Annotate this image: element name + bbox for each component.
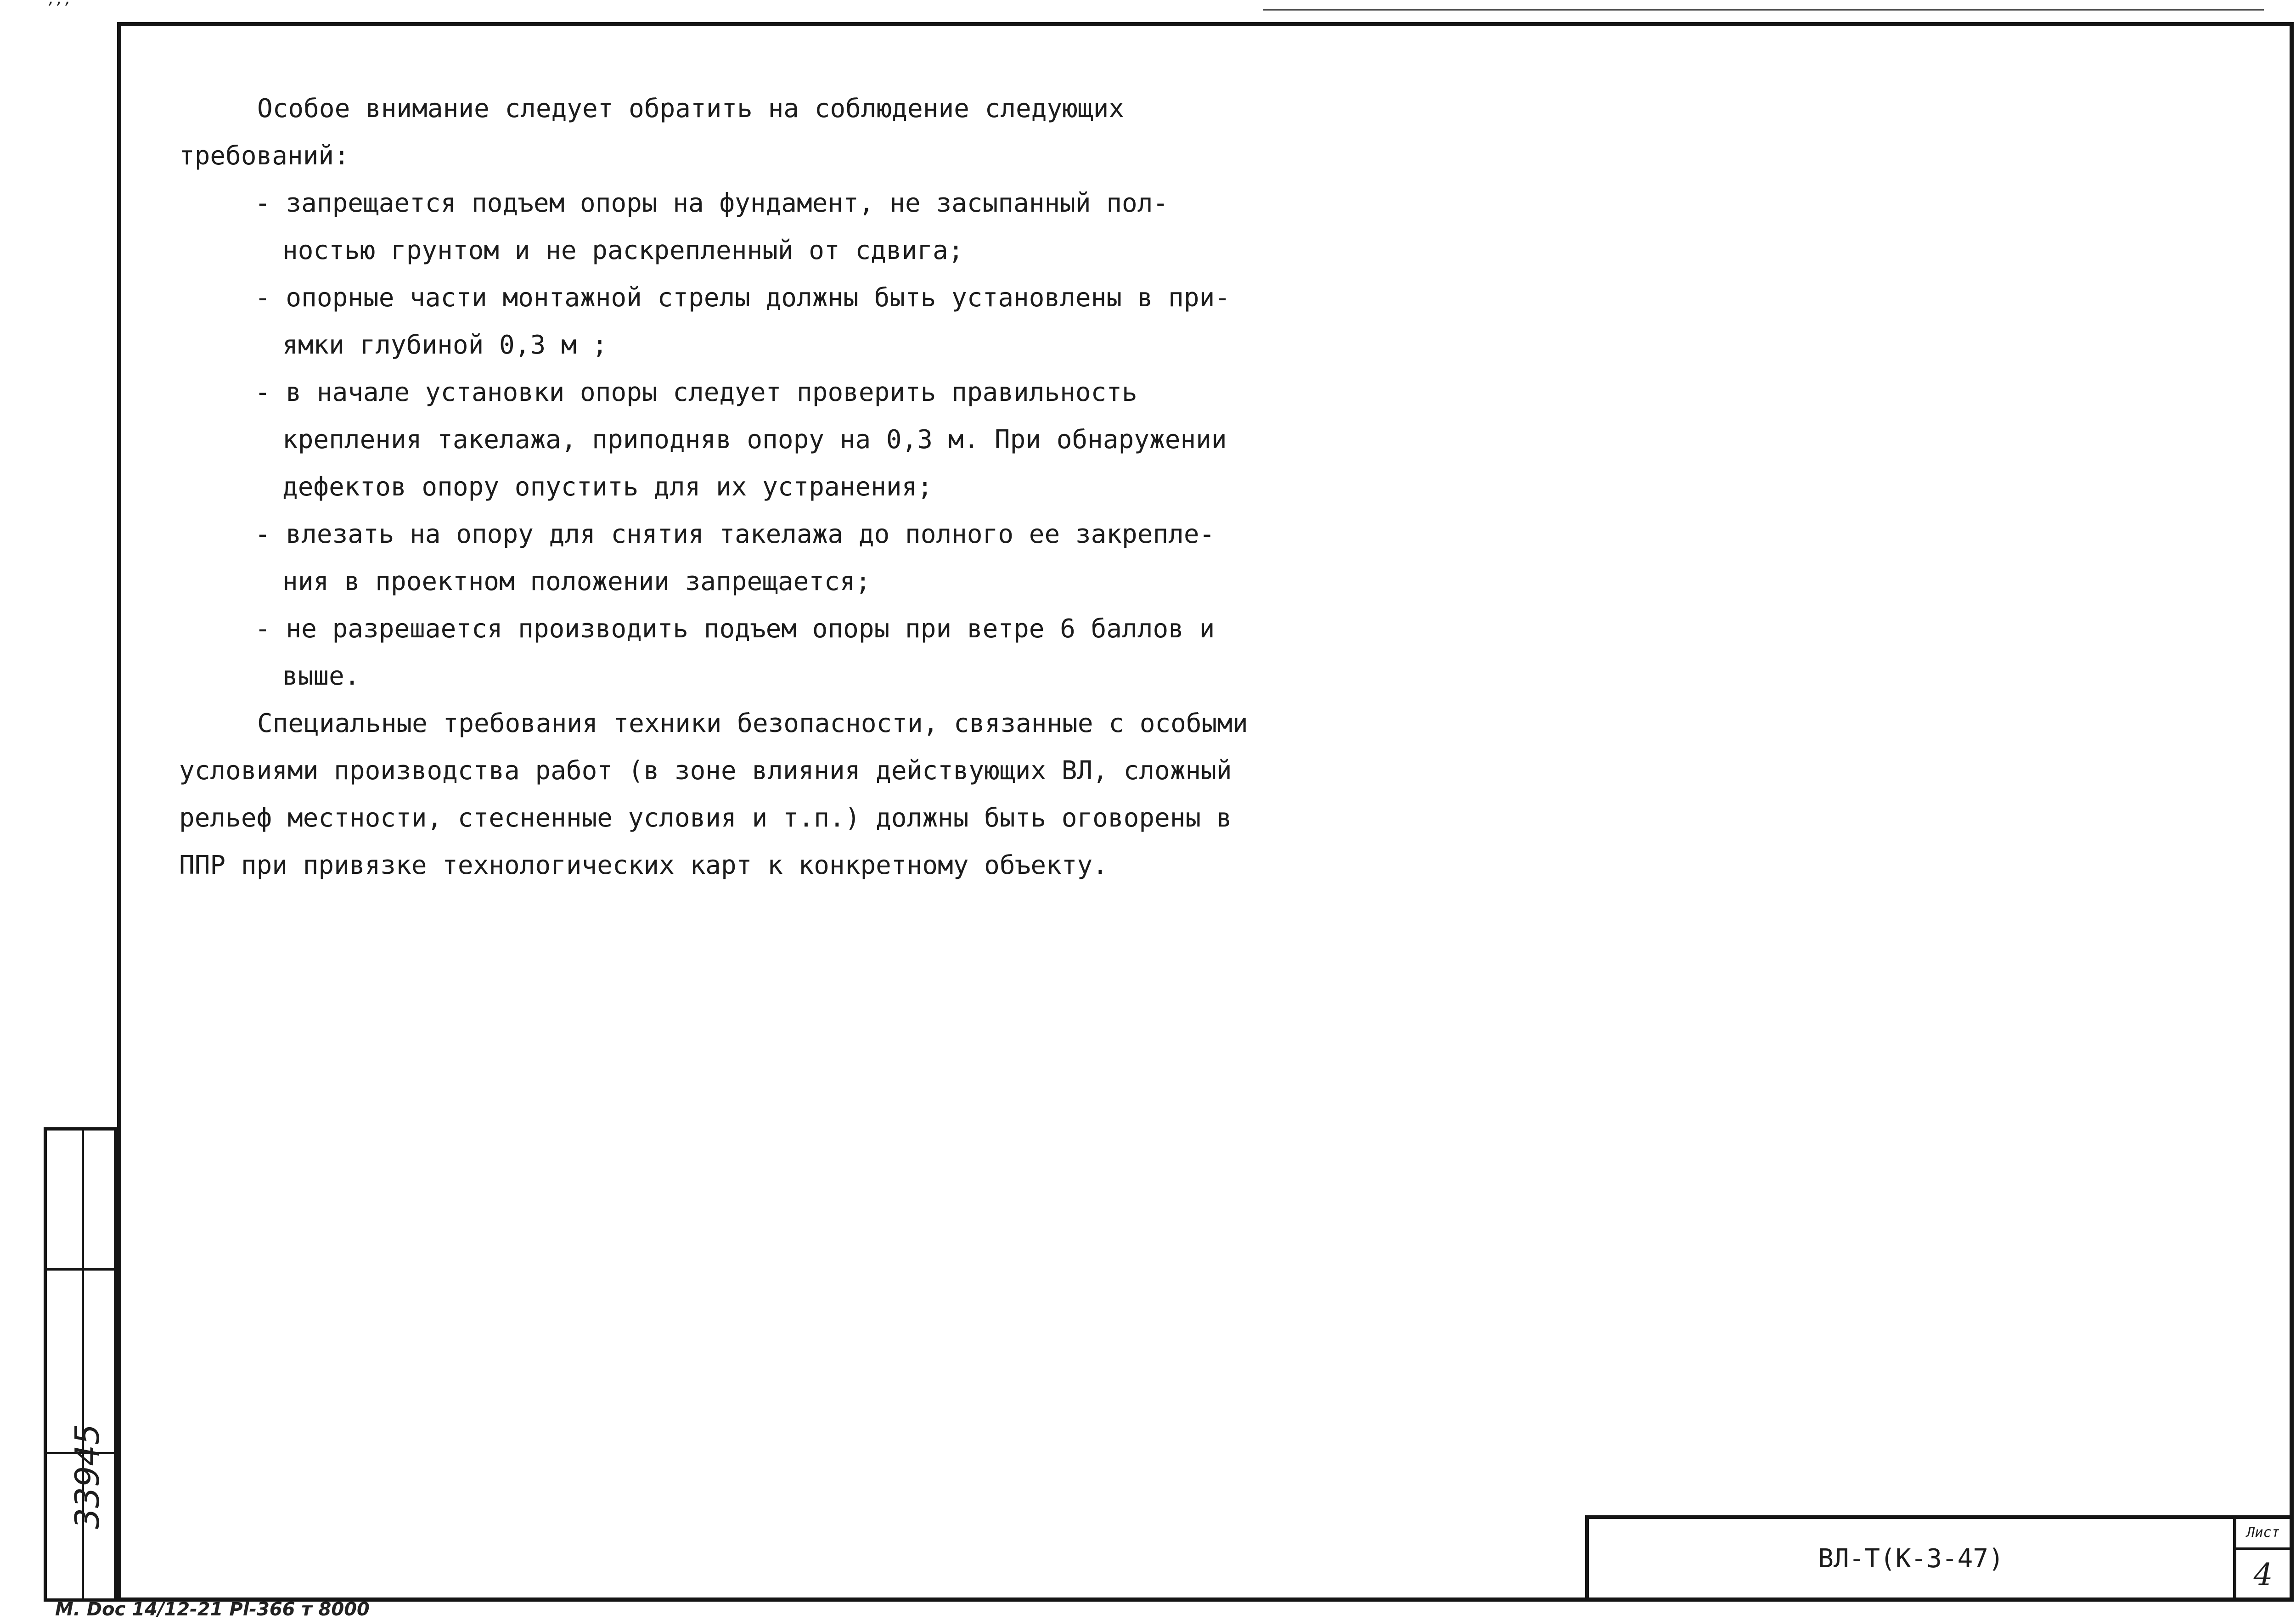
closing-paragraph-line: условиями производства работ (в зоне влияния действующих ВЛ, сложный [179, 756, 1232, 786]
list-item-continuation: ностью грунтом и не раскрепленный от сдвига; [282, 236, 964, 265]
document-code: ВЛ-Т(К-3-47) [1818, 1543, 2004, 1574]
list-item: - опорные части монтажной стрелы должны быть установлены в при- [255, 283, 1231, 313]
sheet-label: Лист [2236, 1519, 2290, 1550]
list-item: - запрещается подъем опоры на фундамент, не засыпанный пол- [255, 188, 1169, 218]
registration-stamp [44, 1127, 117, 1602]
footer-imprint: М. Doc 14/12-21 Pl-366 т 8000 [55, 1599, 370, 1620]
inventory-number: 33945 [68, 1423, 107, 1529]
list-item-continuation: дефектов опору опустить для их устранения; [282, 472, 933, 502]
list-item-continuation: ямки глубиной 0,3 м ; [282, 330, 608, 360]
top-edge-line [1263, 9, 2264, 11]
list-item: - влезать на опору для снятия такелажа до полного ее закрепле- [255, 519, 1215, 549]
intro-line: Особое внимание следует обратить на соблюдение следующих [257, 94, 1125, 124]
sheet-cell [2233, 1519, 2290, 1598]
list-item-continuation: ния в проектном положении запрещается; [282, 567, 871, 596]
closing-paragraph-line: Специальные требования техники безопасности, связанные с особыми [257, 709, 1248, 738]
document-body [179, 85, 1248, 889]
list-item-continuation: крепления такелажа, приподняв опору на 0,3 м. При обнаружении [282, 425, 1227, 455]
list-item-continuation: выше. [282, 661, 360, 691]
sheet-number: 4 [2253, 1557, 2273, 1592]
list-item: - в начале установки опоры следует проверить правильность [255, 377, 1137, 407]
closing-paragraph-line: ППР при привязке технологических карт к конкретному объекту. [179, 850, 1108, 880]
list-item: - не разрешается производить подъем опоры при ветре 6 баллов и [255, 614, 1215, 644]
corner-mark: ʼʼʼ [46, 0, 71, 16]
title-block [1585, 1515, 2294, 1602]
stamp-row-divider [47, 1268, 114, 1271]
closing-paragraph-line: рельеф местности, стесненные условия и т.п.) должны быть оговорены в [179, 803, 1232, 833]
intro-line: требований: [179, 141, 349, 171]
